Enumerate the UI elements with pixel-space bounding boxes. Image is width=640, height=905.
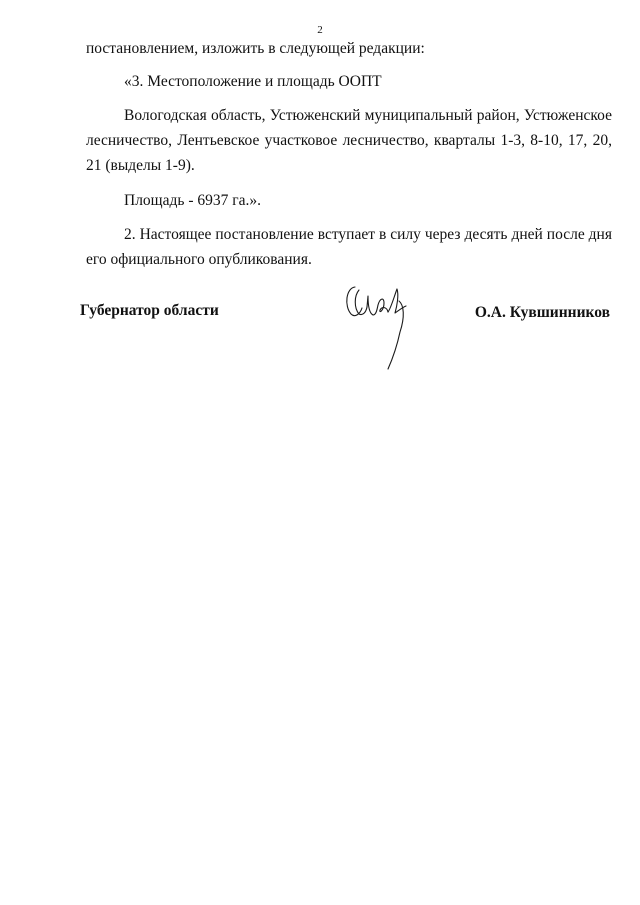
paragraph-section-heading: «3. Местоположение и площадь ООПТ bbox=[124, 73, 382, 90]
document-body bbox=[86, 36, 612, 272]
signatory-name: О.А. Кувшинников bbox=[474, 304, 610, 321]
signatory-title: Губернатор области bbox=[80, 302, 219, 319]
signature-block bbox=[80, 296, 610, 376]
paragraph-continuation: постановлением, изложить в следующей редакции: bbox=[86, 40, 425, 57]
handwritten-signature bbox=[342, 282, 422, 377]
paragraph-area: Площадь - 6937 га.». bbox=[124, 192, 261, 209]
paragraph-effective-date: 2. Настоящее постановление вступает в силу через десять дней после дня его официального опубликования. bbox=[86, 226, 612, 268]
paragraph-location: Вологодская область, Устюженский муниципальный район, Устюженское лесничество, Лентьевское участковое лесничество, кварталы 1-3, 8-10, 17, 20, 21 (выделы 1-9). bbox=[86, 107, 612, 174]
page-number: 2 bbox=[317, 24, 323, 36]
